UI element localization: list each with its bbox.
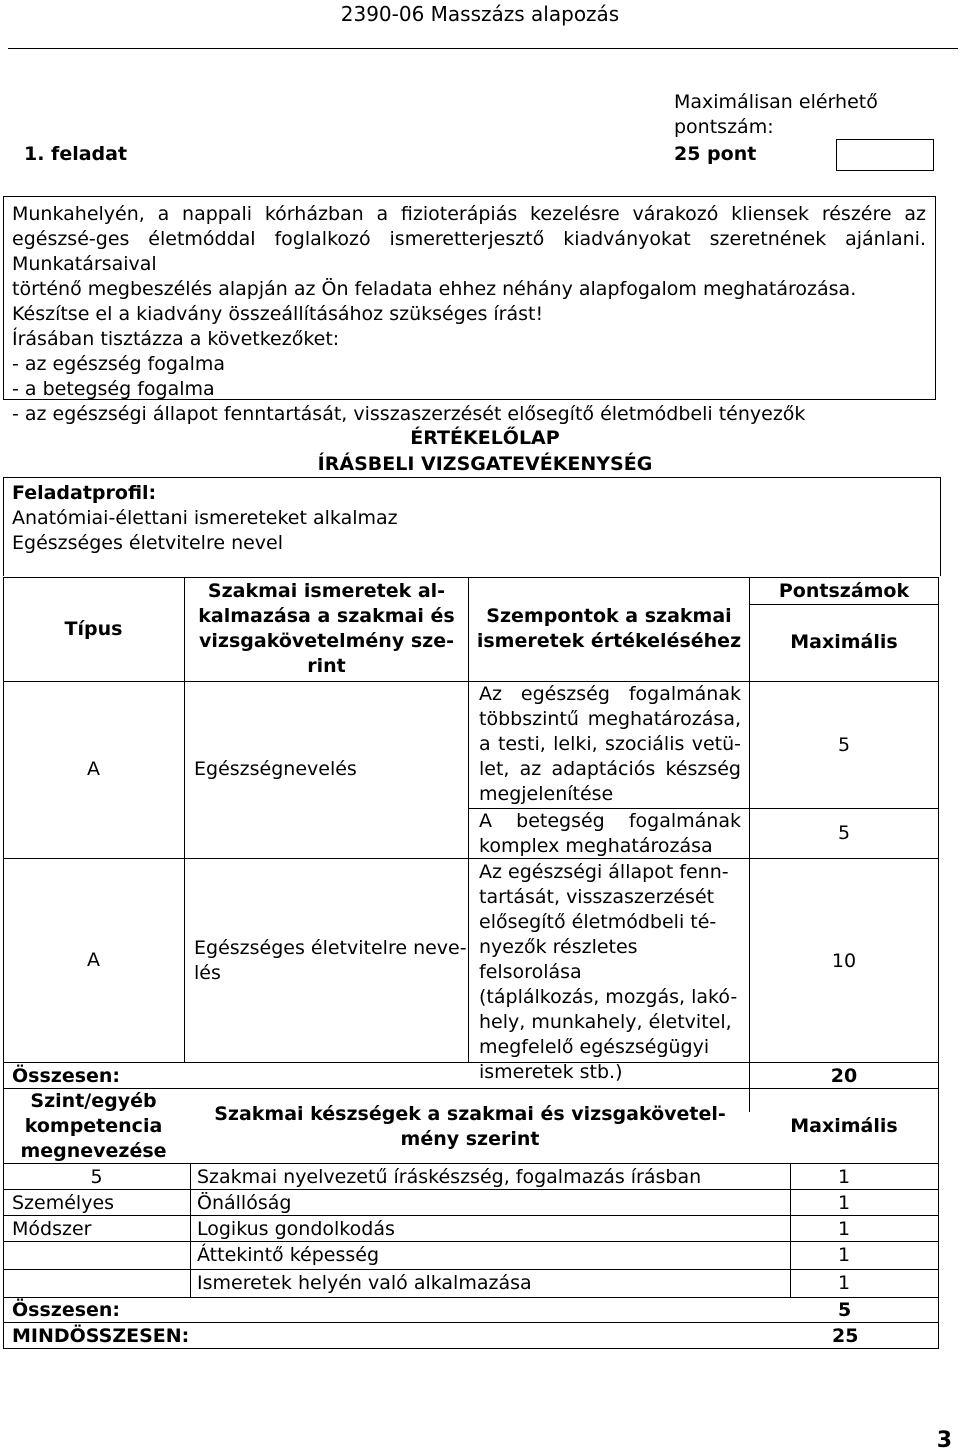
skill-row-name: Önállóság	[197, 1192, 292, 1214]
table2-total-label: Összesen:	[12, 1299, 121, 1321]
row-knowledge: Egészségnevelés	[194, 758, 357, 780]
row-type: A	[87, 758, 100, 780]
header-line: kompetencia	[24, 1115, 163, 1137]
column-header-knowledge	[185, 579, 468, 679]
skill-row-level: 5	[90, 1166, 103, 1188]
table-row-divider	[3, 1215, 939, 1216]
header-line: Szakmai ismeretek al-	[207, 580, 446, 602]
criteria-line: a testi, lelki, szociális vetü-	[479, 733, 741, 755]
row-criteria	[479, 860, 741, 1085]
table1-total-label: Összesen:	[12, 1065, 121, 1087]
criteria-line: Az egészség fogalmának	[479, 683, 741, 705]
grand-total-label: MINDÖSSZESEN:	[12, 1325, 190, 1347]
header-line: vizsgakövetelmény sze-	[199, 630, 454, 652]
column-header-max: Maximális	[790, 1115, 898, 1137]
task-number: 1. feladat	[24, 143, 128, 165]
max-points-label-line1: Maximálisan elérhető	[674, 91, 878, 113]
skill-row-name: Ismeretek helyén való alkalmazása	[197, 1272, 532, 1294]
task-item-illness: - a betegség fogalma	[12, 378, 215, 400]
criteria-line: komplex meghatározása	[479, 835, 713, 857]
column-header-skills	[190, 1102, 750, 1152]
header-line: kalmazása a szakmai és	[198, 605, 455, 627]
header-line: Szint/egyéb	[30, 1090, 157, 1112]
document-header-title: 2390-06 Masszázs alapozás	[340, 2, 620, 26]
column-header-type: Típus	[64, 618, 123, 640]
criteria-line: nyezők részletes felsorolása	[479, 936, 638, 983]
skill-row-name: Logikus gondolkodás	[197, 1218, 395, 1240]
skill-row-points: 1	[838, 1272, 851, 1294]
task-profile-line: Egészséges életvitelre nevel	[12, 532, 284, 554]
header-line: rint	[307, 655, 346, 677]
task-item-lifestyle: - az egészségi állapot fenntartását, visszaszerzését elősegítő életmódbeli tényezők	[12, 403, 806, 425]
header-line: ismeretek értékeléséhez	[476, 630, 742, 652]
criteria-line: tartását, visszaszerzését	[479, 886, 715, 908]
task-item-health: - az egészség fogalma	[12, 353, 225, 375]
skill-row-points: 1	[838, 1218, 851, 1240]
table-row-divider	[3, 681, 939, 682]
criteria-line: A betegség fogalmának	[479, 810, 741, 832]
task-profile-label: Feladatprofil:	[12, 482, 157, 504]
skill-row-name: Szakmai nyelvezetű íráskészség, fogalmazás írásban	[197, 1166, 702, 1188]
column-header-criteria	[469, 604, 749, 654]
row-criteria	[479, 809, 741, 859]
header-line: megnevezése	[20, 1140, 167, 1162]
task-description-paragraph: Munkahelyén, a nappali kórházban a fizioterápiás kezelésre várakozó kliensek részére az egészsé-ges életmóddal foglalkozó ismeretterjesztő kiadványokat szeretnének ajánlani. Munkatársaival	[12, 203, 926, 275]
max-points-label	[674, 90, 894, 140]
header-line: mény szerint	[400, 1128, 540, 1150]
criteria-line: ismeretek stb.)	[479, 1061, 623, 1083]
skill-row-points: 1	[838, 1244, 851, 1266]
row-type: A	[87, 949, 100, 971]
row-points: 5	[837, 734, 851, 756]
skill-row-points: 1	[838, 1192, 851, 1214]
criteria-line: elősegítő életmódbeli té-	[479, 911, 717, 933]
knowledge-line: Egészséges életvitelre neve-	[194, 937, 467, 959]
header-divider	[8, 48, 958, 49]
knowledge-line: lés	[194, 962, 221, 984]
row-knowledge	[194, 936, 467, 986]
column-header-level	[3, 1089, 184, 1164]
criteria-line: megjelenítése	[479, 783, 614, 805]
skill-row-level: Módszer	[12, 1218, 92, 1240]
table-row-divider	[3, 1062, 939, 1063]
table1-total-value: 20	[830, 1065, 858, 1087]
page-number: 3	[936, 1428, 952, 1453]
table-row-divider	[3, 858, 939, 859]
table-border-right	[938, 577, 939, 1348]
table-row-divider	[3, 1297, 939, 1298]
task-description	[12, 202, 926, 427]
criteria-line: többszintű meghatározása,	[479, 708, 741, 730]
skill-row-level: Személyes	[12, 1192, 115, 1214]
header-line: Szakmai készségek a szakmai és vizsgakövetel-	[214, 1103, 726, 1125]
table-col-divider	[790, 1163, 791, 1297]
max-points-value: 25 pont	[674, 143, 757, 165]
task-profile	[12, 481, 398, 556]
criteria-line: hely, munkahely, életvitel,	[479, 1011, 732, 1033]
table-row-divider	[3, 1322, 939, 1323]
criteria-line: megfelelő egészségügyi	[479, 1036, 710, 1058]
criteria-line: let, az adaptációs készség	[479, 758, 741, 780]
row-points: 5	[837, 822, 851, 844]
row-criteria	[479, 682, 741, 807]
table2-total-value: 5	[838, 1299, 852, 1321]
grand-total-value: 25	[832, 1325, 859, 1347]
row-points: 10	[831, 950, 857, 972]
table-col-divider	[190, 1163, 191, 1297]
task-profile-line: Anatómiai-élettani ismereteket alkalmaz	[12, 507, 398, 529]
max-points-label-line2: pontszám:	[674, 116, 774, 138]
criteria-line: (táplálkozás, mozgás, lakó-	[479, 986, 738, 1008]
skill-row-points: 1	[838, 1166, 851, 1188]
table-row-divider	[3, 577, 939, 578]
evaluation-title: ÉRTÉKELŐLAP	[410, 427, 560, 449]
table-row-divider	[749, 604, 938, 605]
table-row-divider	[3, 1241, 939, 1242]
score-entry-box[interactable]	[836, 139, 934, 171]
header-line: Szempontok a szakmai	[486, 605, 732, 627]
column-header-points: Pontszámok	[778, 580, 910, 602]
task-description-continued: történő megbeszélés alapján az Ön feladata ehhez néhány alapfogalom meghatározása.	[12, 278, 857, 300]
task-instruction: Készítse el a kiadvány összeállításához szükséges írást!	[12, 303, 544, 325]
column-header-max: Maximális	[790, 631, 898, 653]
table-row-divider	[3, 1269, 939, 1270]
evaluation-subtitle: ÍRÁSBELI VIZSGATEVÉKENYSÉG	[317, 453, 653, 475]
skill-row-name: Áttekintő képesség	[197, 1244, 380, 1266]
task-clarify-intro: Írásában tisztázza a következőket:	[12, 328, 340, 350]
criteria-line: Az egészségi állapot fenn-	[479, 861, 729, 883]
